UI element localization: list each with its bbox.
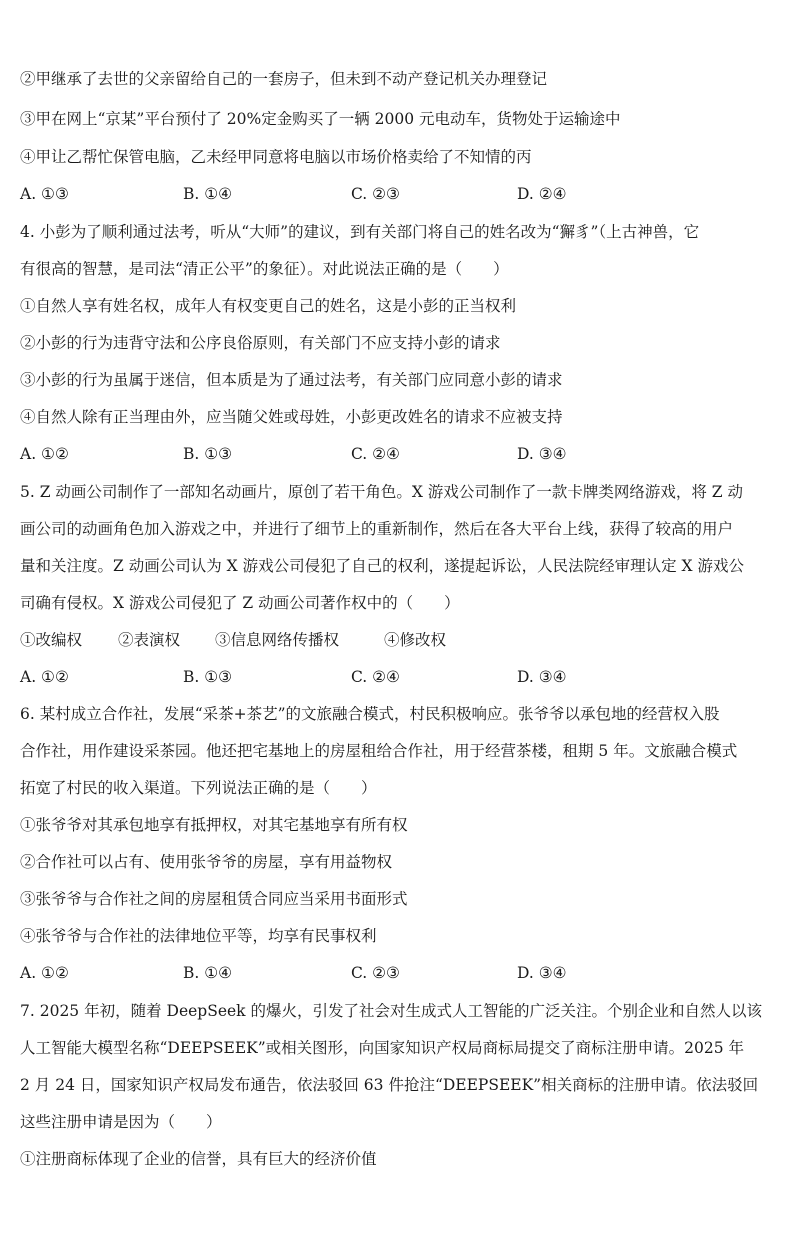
option-d: D. ③④ bbox=[517, 445, 567, 463]
q5-choice-1: ①改编权 bbox=[20, 631, 83, 649]
option-b: B. ①④ bbox=[183, 964, 233, 982]
q7-stem-line-2: 人工智能大模型名称“DEEPSEEK”或相关图形，向国家知识产权局商标局提交了商标注册申请。2025 年 bbox=[20, 1039, 745, 1057]
q3-options bbox=[20, 184, 790, 204]
q5-choice-4: ④修改权 bbox=[384, 631, 447, 649]
q4-options bbox=[20, 444, 790, 464]
q5-stem-line-4: 司确有侵权。X 游戏公司侵犯了 Z 动画公司著作权中的（ ） bbox=[20, 594, 460, 612]
q7-stem-line-4: 这些注册申请是因为（ ） bbox=[20, 1113, 222, 1131]
q6-statement-1: ①张爷爷对其承包地享有抵押权，对其宅基地享有所有权 bbox=[20, 816, 408, 834]
q5-stem-line-3: 量和关注度。Z 动画公司认为 X 游戏公司侵犯了自己的权利，遂提起诉讼，人民法院经审理认定 X 游戏公 bbox=[20, 557, 744, 575]
option-c: C. ②③ bbox=[351, 964, 400, 982]
q5-stem-line-2: 画公司的动画角色加入游戏之中，并进行了细节上的重新制作，然后在各大平台上线，获得了较高的用户 bbox=[20, 520, 734, 538]
option-b: B. ①③ bbox=[183, 445, 233, 463]
q7-stem-line-3: 2 月 24 日，国家知识产权局发布通告，依法驳回 63 件抢注“DEEPSEEK”相关商标的注册申请。依法驳回 bbox=[20, 1076, 759, 1094]
option-d: D. ③④ bbox=[517, 964, 567, 982]
option-a: A. ①② bbox=[20, 445, 69, 463]
q6-statement-3: ③张爷爷与合作社之间的房屋租赁合同应当采用书面形式 bbox=[20, 890, 408, 908]
q5-choice-2: ②表演权 bbox=[118, 631, 181, 649]
q5-choices bbox=[20, 630, 790, 650]
q7-stem-line-1: 7. 2025 年初，随着 DeepSeek 的爆火，引发了社会对生成式人工智能的广泛关注。个别企业和自然人以该 bbox=[20, 1002, 762, 1020]
option-d: D. ②④ bbox=[517, 185, 567, 203]
q4-statement-3: ③小彭的行为虽属于迷信，但本质是为了通过法考，有关部门应同意小彭的请求 bbox=[20, 371, 563, 389]
q4-statement-4: ④自然人除有正当理由外，应当随父姓或母姓，小彭更改姓名的请求不应被支持 bbox=[20, 408, 563, 426]
q4-statement-2: ②小彭的行为违背守法和公序良俗原则，有关部门不应支持小彭的请求 bbox=[20, 334, 501, 352]
q7-statement-1: ①注册商标体现了企业的信誉，具有巨大的经济价值 bbox=[20, 1150, 377, 1168]
q6-stem-line-2: 合作社，用作建设采茶园。他还把宅基地上的房屋租给合作社，用于经营茶楼，租期 5 年。文旅融合模式 bbox=[20, 742, 738, 760]
option-a: A. ①② bbox=[20, 668, 69, 686]
option-b: B. ①③ bbox=[183, 668, 233, 686]
q3-statement-4: ④甲让乙帮忙保管电脑，乙未经甲同意将电脑以市场价格卖给了不知情的丙 bbox=[20, 148, 532, 166]
option-d: D. ③④ bbox=[517, 668, 567, 686]
q6-stem-line-3: 拓宽了村民的收入渠道。下列说法正确的是（ ） bbox=[20, 779, 377, 797]
option-c: C. ②③ bbox=[351, 185, 400, 203]
q6-statement-2: ②合作社可以占有、使用张爷爷的房屋，享有用益物权 bbox=[20, 853, 393, 871]
q5-stem-line-1: 5. Z 动画公司制作了一部知名动画片，原创了若干角色。X 游戏公司制作了一款卡牌类网络游戏，将 Z 动 bbox=[20, 483, 744, 501]
q4-stem-line-2: 有很高的智慧，是司法“清正公平”的象征）。对此说法正确的是（ ） bbox=[20, 260, 509, 278]
q5-options bbox=[20, 667, 790, 687]
q4-stem-line-1: 4. 小彭为了顺利通过法考，听从“大师”的建议，到有关部门将自己的姓名改为“獬豸”（上古神兽，它 bbox=[20, 223, 700, 241]
option-c: C. ②④ bbox=[351, 445, 400, 463]
option-a: A. ①② bbox=[20, 964, 69, 982]
option-b: B. ①④ bbox=[183, 185, 233, 203]
q4-statement-1: ①自然人享有姓名权，成年人有权变更自己的姓名，这是小彭的正当权利 bbox=[20, 297, 517, 315]
q6-statement-4: ④张爷爷与合作社的法律地位平等，均享有民事权利 bbox=[20, 927, 377, 945]
q6-options bbox=[20, 963, 790, 983]
option-a: A. ①③ bbox=[20, 185, 69, 203]
q3-statement-2: ②甲继承了去世的父亲留给自己的一套房子，但未到不动产登记机关办理登记 bbox=[20, 70, 548, 88]
q5-choice-3: ③信息网络传播权 bbox=[215, 631, 340, 649]
option-c: C. ②④ bbox=[351, 668, 400, 686]
q3-statement-3: ③甲在网上“京某”平台预付了 20%定金购买了一辆 2000 元电动车，货物处于运输途中 bbox=[20, 110, 621, 128]
q6-stem-line-1: 6. 某村成立合作社，发展“采茶+茶艺”的文旅融合模式，村民积极响应。张爷爷以承包地的经营权入股 bbox=[20, 705, 720, 723]
